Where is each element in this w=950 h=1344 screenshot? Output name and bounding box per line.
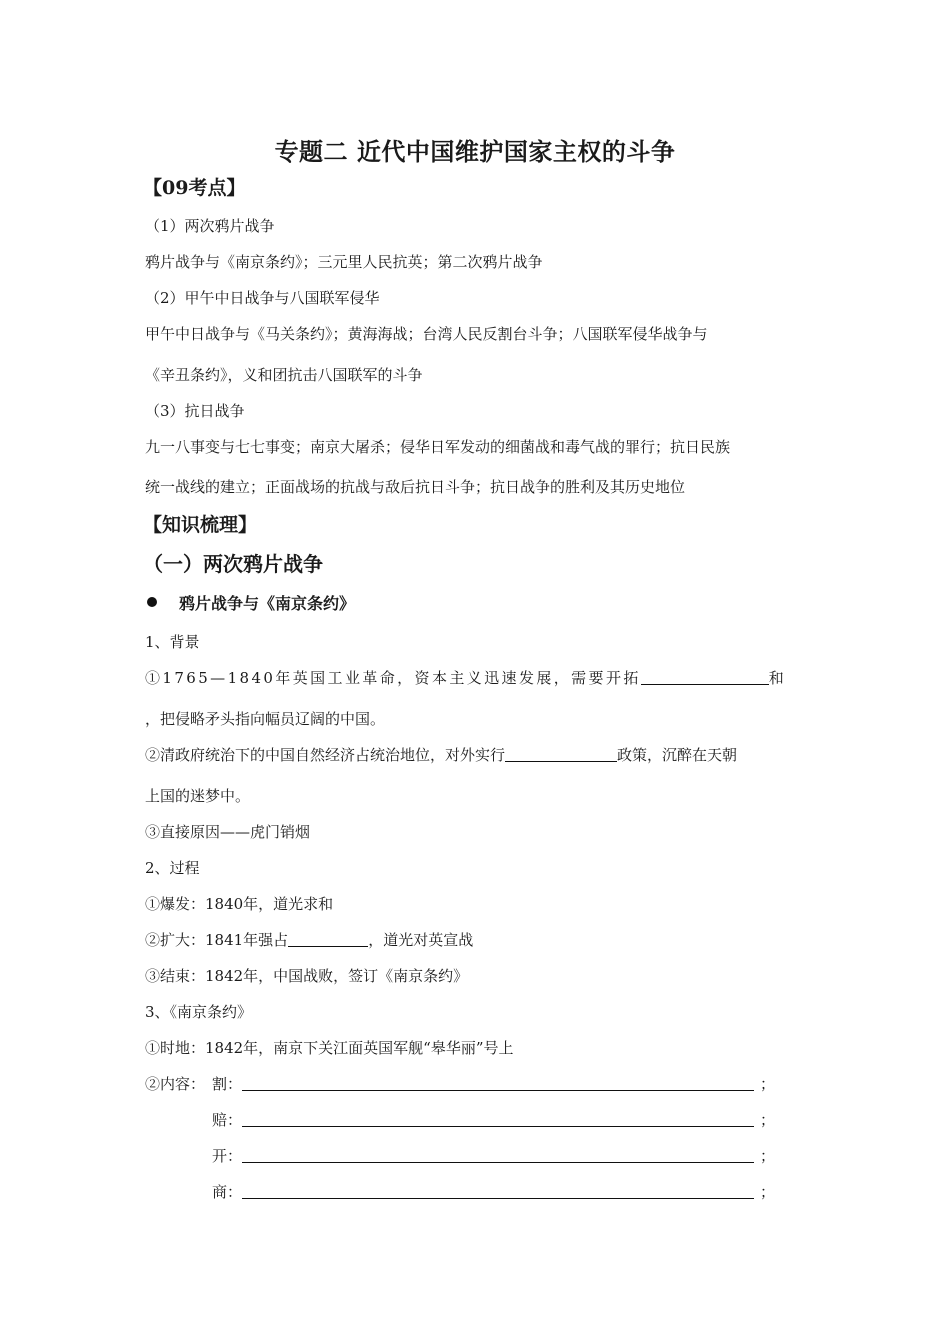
bullet-label: 鸦片战争与《南京条约》 xyxy=(179,594,356,613)
background-point1-text: ①1765—1840年英国工业革命，资本主义迅速发展，需要开拓 xyxy=(145,669,641,687)
treaty-row-open xyxy=(212,1146,775,1166)
kaodian-heading: 【09考点】 xyxy=(143,177,246,199)
background-point2-line1 xyxy=(145,745,737,765)
background-point1-line1 xyxy=(145,668,784,688)
section-heading-opium-wars: （一）两次鸦片战争 xyxy=(143,552,323,576)
fill-blank-2[interactable] xyxy=(505,745,617,762)
fill-blank-trade[interactable] xyxy=(242,1182,754,1199)
process-point2-text: ②扩大：1841年强占 xyxy=(145,931,289,949)
fill-blank-3[interactable] xyxy=(288,930,368,947)
bullet-icon xyxy=(147,597,157,607)
fill-blank-cede[interactable] xyxy=(242,1074,754,1091)
bullet-item-nanjing-treaty xyxy=(145,594,355,614)
background-point2-policy: 政策，沉醉在天朝 xyxy=(617,746,738,764)
kaodian-item3-body-line2: 统一战线的建立；正面战场的抗战与敌后抗日斗争；抗日战争的胜利及其历史地位 xyxy=(145,478,686,496)
background-title: 1、背景 xyxy=(145,633,200,651)
process-point2-rest: ，道光对英宣战 xyxy=(368,931,474,949)
kaodian-item1-title: （1）两次鸦片战争 xyxy=(145,217,275,235)
treaty-row-label: 商： xyxy=(212,1183,243,1201)
process-title: 2、过程 xyxy=(145,859,200,877)
kaodian-item2-title: （2）甲午中日战争与八国联军侵华 xyxy=(145,289,380,307)
row-semicolon: ； xyxy=(760,1183,776,1201)
background-point2-line2: 上国的迷梦中。 xyxy=(145,787,251,805)
kaodian-item2-body-line1: 甲午中日战争与《马关条约》；黄海海战；台湾人民反割台斗争；八国联军侵华战争与 xyxy=(145,325,708,343)
treaty-content-label: ②内容： xyxy=(145,1075,206,1093)
zhishi-heading: 【知识梳理】 xyxy=(143,514,258,536)
background-point2-text: ②清政府统治下的中国自然经济占统治地位，对外实行 xyxy=(145,746,506,764)
process-point2 xyxy=(145,930,473,950)
treaty-row-label: 开： xyxy=(212,1147,243,1165)
fill-blank-1[interactable] xyxy=(641,668,769,685)
row-semicolon: ； xyxy=(760,1111,776,1129)
kaodian-item3-title: （3）抗日战争 xyxy=(145,402,245,420)
treaty-row-cede xyxy=(212,1074,775,1094)
process-point3: ③结束：1842年，中国战败，签订《南京条约》 xyxy=(145,967,469,985)
fill-blank-indemnity[interactable] xyxy=(242,1110,754,1127)
treaty-title: 3、《南京条约》 xyxy=(145,1003,253,1021)
treaty-point1: ①时地：1842年，南京下关江面英国军舰“皋华丽”号上 xyxy=(145,1039,514,1057)
treaty-row-label: 割： xyxy=(212,1075,243,1093)
kaodian-item1-body: 鸦片战争与《南京条约》；三元里人民抗英；第二次鸦片战争 xyxy=(145,253,543,271)
background-point1-line2: ，把侵略矛头指向幅员辽阔的中国。 xyxy=(145,710,386,728)
kaodian-item3-body-line1: 九一八事变与七七事变；南京大屠杀；侵华日军发动的细菌战和毒气战的罪行；抗日民族 xyxy=(145,438,731,456)
row-semicolon: ； xyxy=(760,1147,776,1165)
kaodian-item2-body-line2: 《辛丑条约》，义和团抗击八国联军的斗争 xyxy=(145,366,423,384)
fill-blank-open[interactable] xyxy=(242,1146,754,1163)
process-point1: ①爆发：1840年，道光求和 xyxy=(145,895,334,913)
row-semicolon: ； xyxy=(760,1075,776,1093)
background-point3: ③直接原因——虎门销烟 xyxy=(145,823,311,841)
treaty-row-label: 赔： xyxy=(212,1111,243,1129)
background-point1-and: 和 xyxy=(768,669,784,687)
treaty-row-indemnity xyxy=(212,1110,775,1130)
page-title: 专题二 近代中国维护国家主权的斗争 xyxy=(274,137,676,166)
treaty-row-trade xyxy=(212,1182,775,1202)
